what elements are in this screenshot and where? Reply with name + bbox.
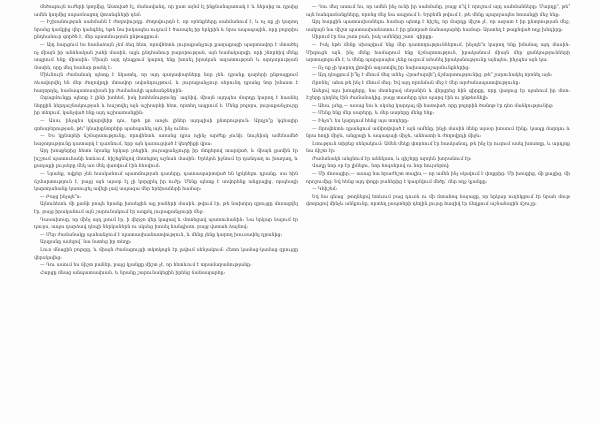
paragraph: — Մենք ենք մեր սարերը, և մեր սարերը մենք ենք։ (312, 111, 435, 117)
paragraph: — Դու մեզ ասում ես, որ ամեն ինչ ունի իր սահմանը, բայց ո՞վ է որոշում այդ սահմանները։ Մարդը՞, թե՞ այն հանգամանքները, որոնց մեջ նա ապրում է։ Երբեմն թվում է, թե մենք պարզապես հոսանքի մեջ ենք։ (306, 5, 570, 18)
paragraph: — Ահա, լսեք,— ասաց նա և սկսեց կարդալ մի հատված, որը բոլորին ծանոթ էր դեռ մանկությունից։ (312, 103, 554, 109)
paragraph: Հարցը մնաց անպատասխան, և նրանք շարունակեցին իրենց ճանապարհը։ (40, 270, 226, 276)
paragraph: Այսքանը ասելով՝ նա նստեց իր տեղը։ (40, 240, 132, 246)
paragraph: — Մի մոռացիր,— ասաց նա հրաժեշտ տալիս,— որ ամեն ինչ սկսվում է փոքրից։ Մի խոսքից, մի քայլից, մի որոշումից։ Եվ հենց այդ փոքր բաներից է կազմվում մեծը՝ մեր ողջ կյանքը։ (306, 172, 570, 185)
paragraph: Ասելով այս խոսքերը, նա մոտեցավ սեղանին և վերցրեց հին գիրքը, որը վաղուց էր պահում իր մոտ։ Էջերը դեղնել էին ժամանակից, բայց տառերը դեռ պարզ էին ու ընթեռնելի։ (306, 88, 570, 102)
paragraph: — Ոչ ոք չի կարող լիովին ազատվել իր նախապաշարմունքներից։ (312, 65, 470, 71)
paragraph: մեծագույն ուժերի կողմից, Աստված էլ, մանավանդ, որ ըստ այնմ էլ ինքնանպատակ է և ներսից ու դրսից ամեն կողմից սպառնացող վտանգների դեմ։ (34, 5, 298, 18)
paragraph: — Նրանք, ովքեր չեն հասկանում պատմության դասերը, դատապարտված են կրկնելու դրանք. սա հին ճշմարտություն է, բայց այն այսօր էլ չի կորցրել իր ուժը։ Մենք պետք է սովորենք անցյալից, որպեսզի կարողանանք կառուցել ավելի լավ ապագա մեր երեխաների համար։ (34, 172, 298, 193)
paragraph: Վաղը նոր օր էր լինելու, նոր հոգսերով ու նոր հույսերով։ (312, 164, 450, 170)
paragraph: Լուռ մնացին բոլորը, և միայն ժամացույցի տկտկոցն էր լսվում սենյակում։ Հետո կամաց-կամաց զրույցը վերսկսվեց։ (34, 248, 298, 261)
paragraph: Այդ խոսքերից հետո նրանք երկար լռեցին, յուրաքանչյուրը իր մտքերով տարված, և միայն քամին էր խշշում պատուհանի ետևում, հիշեցնելով մոտեցող աշնան մասին։ Երեկոն իջնում էր դանդաղ ու խաղաղ, և քաղաքի լույսերը մեկ առ մեկ վառվում էին հեռվում։ (34, 149, 298, 170)
paragraph: — Ասա, ինչպես կվարվեիր դու, եթե քո առջև լիներ այդպիսի ընտրություն։ Արդյո՞ք կգնայիր զոհաբերության, թե՞ կնախընտրեիր պահպանել այն, ինչ ունես։ (34, 118, 298, 132)
paragraph: Այդ հարցին պատասխանելու համար պետք է հիշել, որ մարդը միշտ չէ, որ ազատ է իր ընտրության մեջ, սակայն նա միշտ պատասխանատու է իր ընտրած ճանապարհի համար։ Այստեղ է թաքնված ողջ խնդիրը։ (306, 20, 570, 33)
paragraph: Այնուհետև մի քանի րոպե նրանք խոսեցին այլ բաների մասին, թվում էր, թե նախորդ զրույցը մոռացվել էր, բայց իրականում այն շարունակում էր ապրել յուրաքանչյուրի մեջ։ (34, 202, 298, 216)
paragraph: — Ես կընտրեի ճշմարտությունը, որովհետև առանց դրա ոչինչ արժեք չունի. նույնիսկ ամենամեծ հաջողությունը դատարկ է դառնում, երբ այն կառուցված է կեղծիքի վրա։ (34, 134, 298, 147)
paragraph: Որոնել՝ ահա թե ինչ է մնում մեզ։ Եվ այդ որոնման մեջ է մեր արժանապատվությունը։ (312, 80, 521, 86)
paragraph: — Որովհետև դրանցում ամփոփված է այն ամենը, ինչի մասին մենք այսօր խոսում էինք. կապը մարդու և նրա հողի միջև, անցյալի և ապագայի միջև, անհատի և ժողովրդի միջև։ (306, 126, 570, 140)
paragraph: — Մեր ժամանակը պահանջում է պատասխանատվություն, և մենք չենք կարող խուսափել դրանից։ (40, 232, 283, 238)
right-text-column (306, 4, 570, 420)
paragraph: Լռություն տիրեց սենյակում։ Ամեն մեկը փորձում էր հասկանալ, թե ինչ էր ուզում ասել խոսողը, և արդյոք նա ճիշտ էր։ (306, 141, 570, 155)
paragraph: Ժամանակն անցնում էր աննկատ, և գիշերը արդեն խորանում էր։ (312, 156, 472, 162)
paragraph: — Կհիշեմ։ (312, 187, 338, 193)
paragraph: — Այդ հարցում ես համաձայն չեմ ձեզ հետ, որովհետև յուրաքանչյուր քաղաքացի պարտավոր է մտածել ոչ միայն իր անձնական շահի մասին, այլև ընդհանուր բարօրության, այն համակարգի, որի շնորհիվ մենք ապրում ենք միասին։ Միայն այդ դեպքում կարող ենք խոսել իրական ազատության և արդարության մասին, որը մեզ համար թանկ է։ (34, 42, 298, 71)
paragraph: — Դու ասում ես ճիշտ բաներ, բայց կյանքը միշտ չէ, որ հետևում է տրամաբանությանը։ (40, 263, 252, 269)
paragraph: Զգացմունքը պետք է լինի խոհեմ, իսկ խոհեմությունը՝ ազնիվ. միայն այդպես մարդը կարող է հասնել ներքին ներդաշնակության և հաշտվել այն աշխարհի հետ, որտեղ ապրում է։ Մենք բոլորս, յուրաքանչյուրը իր տեղում, կանչված ենք այդ աշխատանքին։ (34, 96, 298, 117)
paragraph: Դասախոսը, որ մինչ այդ լռում էր, ի վերջո վեր կացավ և մոտեցավ պատուհանին։ Նա երկար նայում էր դուրս, ապա դարձավ դեպի ներկաներն ու սկսեց խոսել հանգիստ, բայց վստահ ձայնով։ (34, 217, 298, 231)
paragraph: — Այդ դեպքում ի՞նչ է մնում մեզ անել։ Հրաժարվե՞լ ճշմարտությունից, թե՞ շարունակել որոնել այն։ (312, 73, 553, 79)
paragraph: Միևնույն ժամանակ պետք է նկատել, որ այդ գաղափարները նոր չեն. դրանք դարերի ընթացքում ձևավորվել են մեր ժողովրդի մտավոր ավանդույթում, և յուրաքանչյուր սերունդ դրանց նոր իմաստ է հաղորդել, համապատասխան իր ժամանակի պահանջներին։ (34, 73, 298, 94)
paragraph: — Իսկ եթե մենք սխալվում ենք մեր դատողություններում, ինչպե՞ս կարող ենք իմանալ այդ մասին։ Միգուցե այն, ինչ մենք համարում ենք ճշմարտություն, իրականում միայն մեր ցանկությունների արտացոլումն է, և մենք պարզապես չենք ուզում տեսնել իրականությունը այնպես, ինչպես այն կա։ (306, 42, 570, 64)
paragraph: — Ինչո՞ւ ես կարդում հենց այս տողերը։ (312, 118, 409, 124)
left-text-column (34, 4, 298, 420)
paragraph: — Իշխանության սահմանն է ժողովուրդը. ժողովուրդն է, որ օրենքները սահմանում է, և ոչ ոք չի կարող նրանց կամքից վեր կանգնել, եթե նա իսկապես ուզում է ծառայել իր երկրին և նրա ապագային, որը բոլորիս ընդհանուր գործն է, մեր պատմության ընթացքում։ (34, 20, 298, 41)
paragraph: Սիրում էր նա շատ բան, իսկ ամենից շատ՝ գիրքը։ (312, 35, 433, 41)
paragraph: Եվ նա գնաց՝ թողնելով ետևում բաց դուռն ու մի մտահոգ հայացք, որ երկար ուղեկցում էր նրան մութ փողոցով մինչև անկյունը, որտեղ լապտերի դեղին լույսը հազիվ էր ճեղքում աշնանային մշուշը։ (306, 194, 570, 208)
paragraph: — Բայց ինչպե՞ս։ (40, 194, 81, 200)
